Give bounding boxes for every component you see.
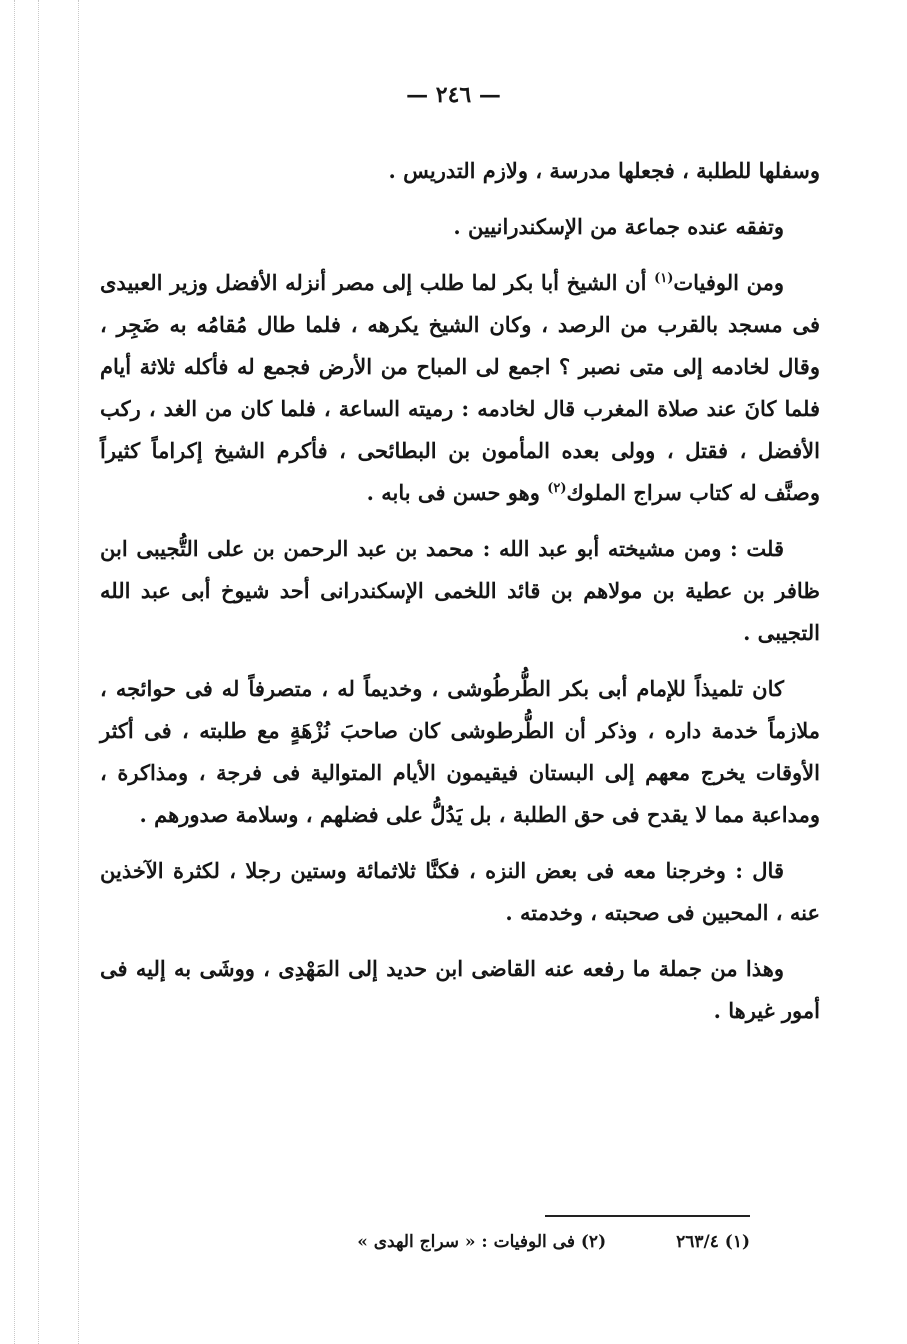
- footnote: (١) ٢٦٣/٤: [676, 1232, 750, 1252]
- paragraph-text: أن الشيخ أبا بكر لما طلب إلى مصر أنزله الأفضل وزير العبيدى فى مسجد بالقرب من الرصد ، وكان الشيخ يكرهه ، فلما طال مُقامُه به ضَجِر ، وقال لخادمه إلى متى نصبر ؟ اجمع لى المباح من الأرض فجمع له فأكله ثلاثة أيام فلما كانَ عند صلاة المغرب قال لخادمه : رميته الساعة ، فلما كان من الغد ، ركب الأفضل ، فقتل ، وولى بعده المأمون بن البطائحى ، فأكرم الشيخ إكراماً كثيراً وصنَّف له كتاب سراج الملوك: [100, 270, 820, 505]
- paragraph-text: قال : وخرجنا معه فى بعض النزه ، فكنَّا ثلاثمائة وستين رجلا ، لكثرة الآخذين عنه ، المحبين فى صحبته ، وخدمته .: [100, 858, 820, 925]
- footnote-ref: (٢): [547, 481, 567, 496]
- footnotes: [250, 1232, 750, 1252]
- paragraph-text: وتفقه عنده جماعة من الإسكندرانيين .: [453, 214, 784, 239]
- paragraph: [100, 150, 820, 192]
- paragraph: [100, 850, 820, 934]
- scan-artifact-line: [38, 0, 39, 1344]
- paragraph: [100, 948, 820, 1032]
- paragraph-text: كان تلميذاً للإمام أبى بكر الطُّرطُوشى ، وخديماً له ، متصرفاً له فى حوائجه ، ملازماً خدمة داره ، وذكر أن الطُّرطوشى كان صاحبَ نُزْهَةٍ مع طلبته ، فى أكثر الأوقات يخرج معهم إلى البستان فيقيمون الأيام المتوالية فى فرجة ، ومذاكرة ، ومداعبة مما لا يقدح فى حق الطلبة ، بل يَدُلُّ على فضلهم ، وسلامة صدورهم .: [100, 676, 820, 827]
- paragraph-text: وسفلها للطلبة ، فجعلها مدرسة ، ولازم التدريس .: [388, 158, 820, 183]
- footnote-ref: (١): [654, 271, 674, 286]
- scan-artifact-line: [78, 0, 79, 1344]
- page-number: — ٢٤٦ —: [406, 82, 501, 108]
- scan-artifact-line: [14, 0, 15, 1344]
- paragraph-text: وهذا من جملة ما رفعه عنه القاضى ابن حديد إلى المَهْدِى ، ووشَى به إليه فى أمور غيرها .: [100, 956, 820, 1023]
- paragraph-text: ومن الوفيات: [673, 270, 785, 295]
- footnote-divider: [545, 1215, 750, 1217]
- paragraph-text: قلت : ومن مشيخته أبو عبد الله : محمد بن عبد الرحمن بن على التُّجيبى ابن ظافر بن عطية بن مولاهم بن قائد اللخمى الإسكندرانى أحد شيوخ أبى عبد الله التجيبى .: [100, 536, 820, 645]
- body-text: [100, 150, 820, 1046]
- paragraph: [100, 206, 820, 248]
- footnote: (٢) فى الوفيات : « سراج الهدى »: [357, 1232, 607, 1252]
- paragraph: [100, 528, 820, 654]
- paragraph: [100, 262, 820, 514]
- paragraph: [100, 668, 820, 836]
- paragraph-text: وهو حسن فى بابه .: [366, 480, 548, 505]
